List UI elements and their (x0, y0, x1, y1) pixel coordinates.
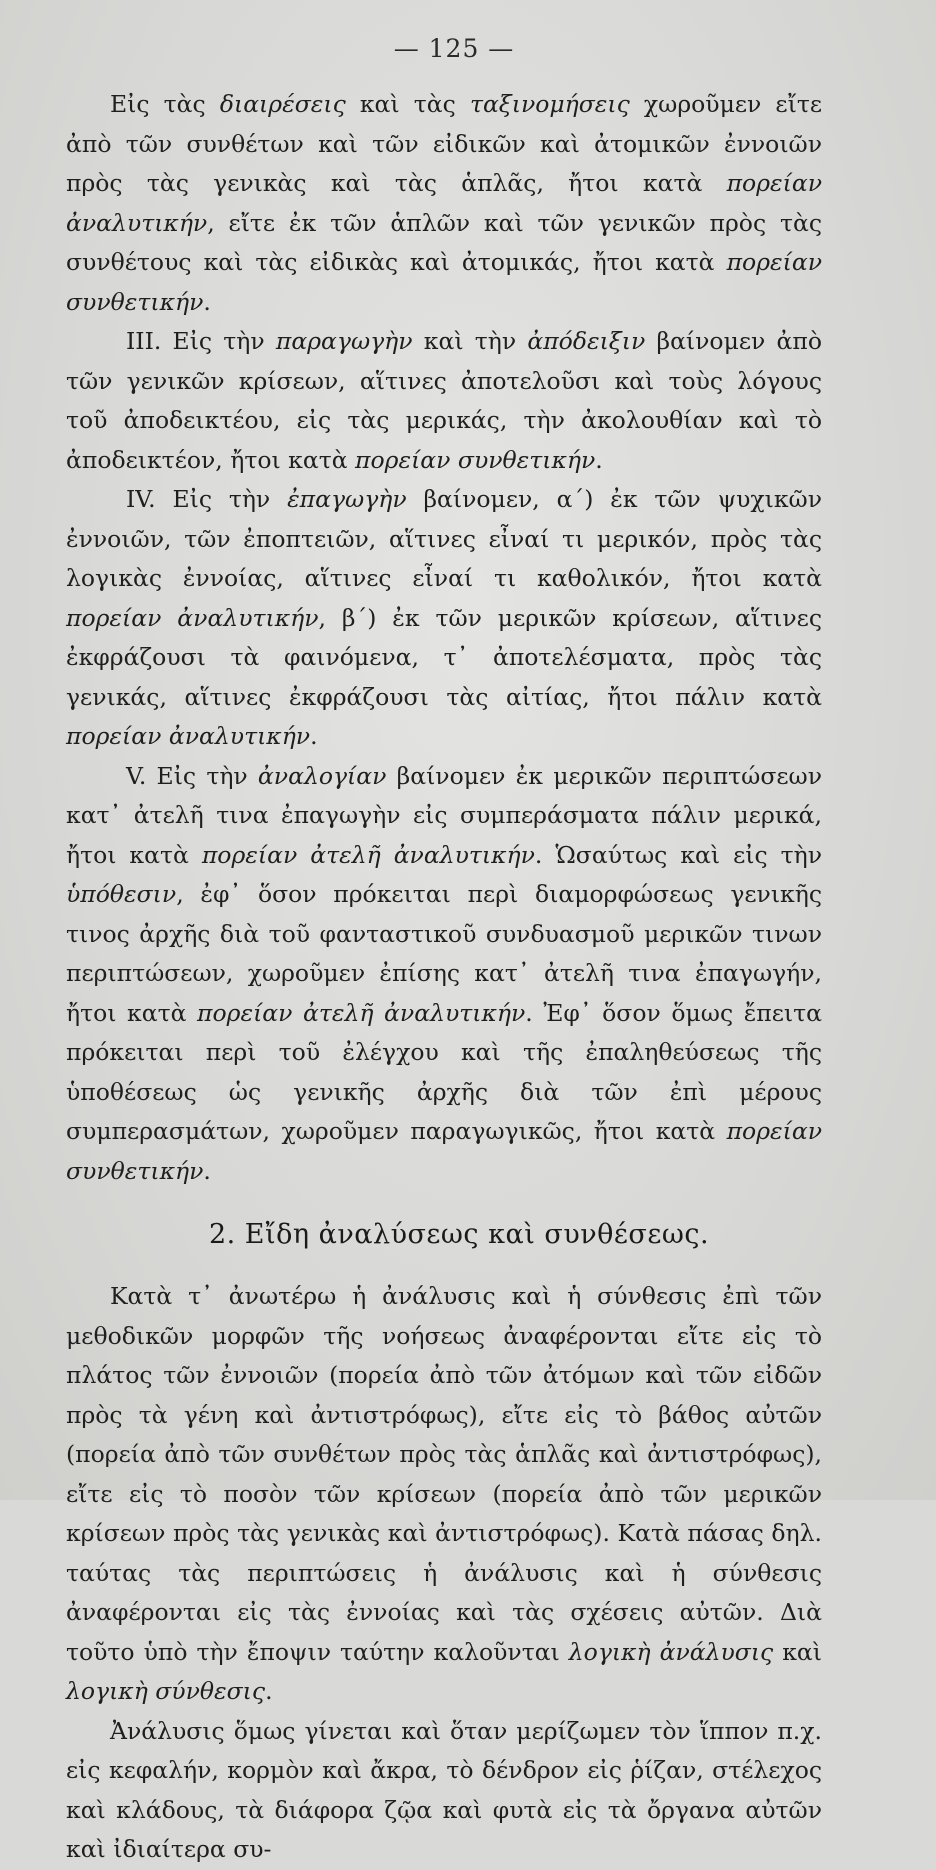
text-run: , ἐφ᾿ ὅσον πρόκειται περὶ διαμορφώσεως γενικῆς τινος ἀρχῆς διὰ τοῦ φανταστικοῦ συνδυασμοῦ μερικῶν τινων περιπτώσεων, χωροῦμεν ἐπίσης κατ᾿ ἀτελῆ τινα ἐπαγωγήν, ἤτοι κατὰ (66, 880, 822, 1027)
paragraph-division-classification (66, 85, 822, 322)
paragraph-analysis-synthesis (66, 1277, 822, 1712)
emphasis-term: πορείαν συνθετικήν (66, 248, 822, 316)
text-run: βαίνομεν, α΄) ἐκ τῶν ψυχικῶν ἐννοιῶν, τῶν ἐποπτειῶν, αἵτινες εἶναί τι μερικόν, πρὸς τὰς λογικὰς ἐννοίας, αἵτινες εἶναί τι καθολικόν, ἤτοι κατὰ (66, 485, 822, 592)
paragraph-section-iv (66, 480, 822, 757)
text-run: . (203, 287, 211, 316)
emphasis-term: διαιρέσεις (219, 90, 346, 118)
emphasis-term: πορείαν ἀναλυτικήν (66, 722, 311, 750)
text-run: . (310, 722, 318, 750)
text-run: III. Εἰς τὴν (126, 327, 276, 355)
emphasis-term: ὑπόθεσιν (66, 880, 177, 908)
paragraph-section-v (66, 757, 822, 1192)
emphasis-term: πορείαν συνθετικήν (355, 445, 596, 474)
paragraph-section-iii (66, 322, 822, 480)
text-run: . (203, 1156, 211, 1185)
text-run: καὶ τὰς (345, 90, 470, 118)
text-run: καὶ τὴν (412, 327, 528, 355)
emphasis-term: παραγωγὴν (275, 327, 413, 355)
emphasis-term: ἀναλογίαν (257, 761, 387, 790)
text-run: Κατὰ τ᾿ ἀνωτέρω ἡ ἀνάλυσις καὶ ἡ σύνθεσις ἐπὶ τῶν μεθοδικῶν μορφῶν τῆς νοήσεως ἀναφέρονται εἴτε εἰς τὸ πλάτος τῶν ἐννοιῶν (πορεία ἀπὸ τῶν ἀτόμων καὶ τῶν εἰδῶν πρὸς τὰ γένη καὶ ἀντιστρόφως), εἴτε εἰς τὸ βάθος αὐτῶν (πορεία ἀπὸ τῶν συνθέτων πρὸς τὰς ἁπλᾶς καὶ ἀντιστρόφως), εἴτε εἰς τὸ ποσὸν τῶν κρίσεων (πορεία ἀπὸ τῶν μερικῶν κρίσεων πρὸς τὰς γενικὰς καὶ ἀντιστρόφως). Κατὰ πάσας δηλ. ταύτας τὰς περιπτώσεις ἡ ἀνάλυσις καὶ ἡ σύνθεσις ἀναφέρονται εἰς τὰς ἐννοίας καὶ τὰς σχέσεις αὐτῶν. Διὰ τοῦτο ὑπὸ τὴν ἔποψιν ταύτην καλοῦνται (66, 1282, 822, 1666)
text-run: V. Εἰς τὴν (126, 761, 258, 790)
text-run: χωροῦμεν εἴτε ἀπὸ τῶν συνθέτων καὶ τῶν εἰδικῶν καὶ ἀτομικῶν ἐννοιῶν πρὸς τὰς γενικὰς καὶ τὰς ἁπλᾶς, ἤτοι κατὰ (66, 90, 822, 197)
page-number: — 125 — (393, 34, 515, 63)
text-run: . (595, 445, 603, 474)
paragraph-analysis-examples (66, 1712, 822, 1870)
emphasis-term: λογικὴ ἀνάλυσις (568, 1637, 774, 1666)
text-run: Εἰς τὰς (110, 90, 220, 118)
emphasis-term: ταξινομήσεις (469, 90, 630, 118)
text-run: καὶ (773, 1637, 822, 1666)
text-run: , εἴτε ἐκ τῶν ἁπλῶν καὶ τῶν γενικῶν πρὸς τὰς συνθέτους καὶ τὰς εἰδικὰς καὶ ἀτομικάς, ἤτοι κατὰ (66, 208, 822, 276)
emphasis-term: πορείαν ἀναλυτικήν (66, 169, 822, 237)
text-run: . Ἐφ᾿ ὅσον ὅμως ἔπειτα πρόκειται περὶ τοῦ ἐλέγχου καὶ τῆς ἐπαληθεύσεως τῆς ὑποθέσεως ὡς γενικῆς ἀρχῆς διὰ τῶν ἐπὶ μέρους συμπερασμάτων, χωροῦμεν παραγωγικῶς, ἤτοι κατὰ (66, 998, 823, 1145)
emphasis-term: λογικὴ σύνθεσις (66, 1677, 266, 1705)
emphasis-term: πορείαν ἀτελῆ ἀναλυτικήν (197, 998, 526, 1027)
text-run: βαίνομεν ἀπὸ τῶν γενικῶν κρίσεων, αἵτινες ἀποτελοῦσι καὶ τοὺς λόγους τοῦ ἀποδεικτέου, εἰς τὰς μερικάς, τὴν ἀκολουθίαν καὶ τὸ ἀποδεικτέον, ἤτοι κατὰ (66, 327, 823, 474)
emphasis-term: ἐπαγωγὴν (287, 485, 407, 513)
text-run: Ἀνάλυσις ὅμως γίνεται καὶ ὅταν μερίζωμεν τὸν ἵππον π.χ. εἰς κεφαλήν, κορμὸν καὶ ἄκρα, τὸ δένδρον εἰς ῥίζαν, στέλεχος καὶ κλάδους, τὰ διάφορα ζῷα καὶ φυτὰ εἰς τὰ ὄργανα αὐτῶν καὶ ἰδιαίτερα συ- (66, 1716, 822, 1863)
emphasis-term: ἀπόδειξιν (527, 327, 646, 355)
text-run: . (265, 1677, 273, 1705)
text-run: , β΄) ἐκ τῶν μερικῶν κρίσεων, αἵτινες ἐκφράζουσι τὰ φαινόμενα, τ᾿ ἀποτελέσματα, πρὸς τὰς γενικάς, αἵτινες ἐκφράζουσι τὰς αἰτίας, ἤτοι πάλιν κατὰ (66, 603, 822, 711)
text-run: IV. Εἰς τὴν (126, 485, 288, 513)
text-run: . Ὡσαύτως καὶ εἰς τὴν (534, 840, 822, 869)
section-heading: 2. Εἴδη ἀναλύσεως καὶ συνθέσεως. (208, 1219, 710, 1250)
emphasis-term: πορείαν ἀτελῆ ἀναλυτικήν (201, 840, 535, 869)
emphasis-term: πορείαν ἀναλυτικήν (66, 603, 319, 632)
emphasis-term: πορείαν συνθετικήν (66, 1117, 822, 1185)
text-run: βαίνομεν ἐκ μερικῶν περιπτώσεων κατ᾿ ἀτελῆ τινα ἐπαγωγὴν εἰς συμπεράσματα πάλιν μερικά, ἤτοι κατὰ (66, 761, 822, 869)
